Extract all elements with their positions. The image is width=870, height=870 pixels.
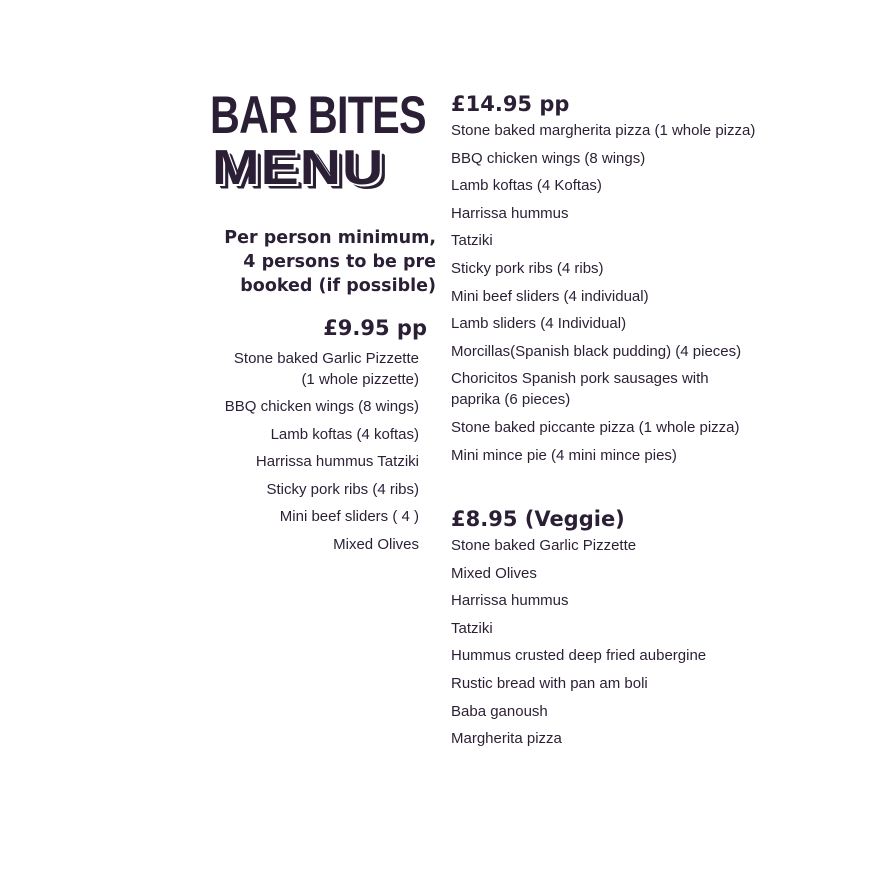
menu-item: Mini beef sliders (4 individual)	[451, 287, 649, 305]
menu-item: Harrissa hummus	[451, 204, 569, 222]
booking-note-line: Per person minimum,	[224, 228, 436, 248]
menu-item: Mixed Olives	[451, 564, 537, 582]
menu-item: Margherita pizza	[451, 730, 562, 748]
menu-item: Lamb sliders (4 Individual)	[451, 315, 627, 333]
menu-item: Mini mince pie (4 mini mince pies)	[451, 446, 677, 464]
menu-item: Baba ganoush	[451, 702, 548, 720]
booking-note-line: booked (if possible)	[240, 276, 436, 296]
menu-list-veggie	[451, 535, 861, 749]
price-heading-veggie: £8.95 (Veggie)	[451, 507, 625, 531]
menu-item: Morcillas(Spanish black pudding) (4 pieces)	[451, 342, 742, 360]
menu-item: Harrissa hummus Tatziki	[255, 453, 419, 470]
menu-item: Harrissa hummus	[451, 592, 569, 610]
menu-item: Hummus crusted deep fried aubergine	[451, 647, 707, 665]
menu-item: Mini beef sliders ( 4 )	[279, 508, 419, 525]
menu-item: Tatziki	[451, 232, 493, 250]
menu-item: Stone baked Garlic Pizzette (1 whole pizzette)	[233, 350, 419, 388]
menu-item: Mixed Olives	[333, 535, 419, 553]
menu-item: Stone baked margherita pizza (1 whole pizza)	[451, 122, 756, 139]
menu-title-bar-bites: BAR BITES	[210, 86, 426, 145]
menu-item: Lamb koftas (4 koftas)	[270, 425, 419, 443]
booking-note-line: 4 persons to be pre	[243, 252, 436, 272]
menu-item: Choricitos Spanish pork sausages with paprika (6 pieces)	[451, 370, 709, 409]
menu-section-veggie	[451, 503, 861, 756]
menu-item: BBQ chicken wings (8 wings)	[224, 398, 419, 415]
menu-item: Tatziki	[451, 619, 493, 637]
menu-section-14-95	[451, 88, 861, 472]
booking-note	[190, 226, 436, 298]
price-heading-9-95: £9.95 pp	[323, 316, 427, 340]
menu-item: Lamb koftas (4 Koftas)	[451, 177, 602, 195]
menu-item: Sticky pork ribs (4 ribs)	[266, 480, 419, 498]
menu-item: Stone baked Garlic Pizzette	[451, 537, 637, 554]
menu-item: Stone baked piccante pizza (1 whole pizza)	[451, 418, 740, 436]
menu-list-14-95	[451, 120, 861, 466]
menu-item: Sticky pork ribs (4 ribs)	[451, 259, 604, 277]
menu-list-9-95	[180, 348, 419, 561]
menu-item: Rustic bread with pan am boli	[451, 674, 648, 692]
menu-title-menu: MENU	[212, 139, 385, 195]
price-heading-14-95: £14.95 pp	[451, 92, 570, 116]
menu-item: BBQ chicken wings (8 wings)	[451, 149, 646, 167]
